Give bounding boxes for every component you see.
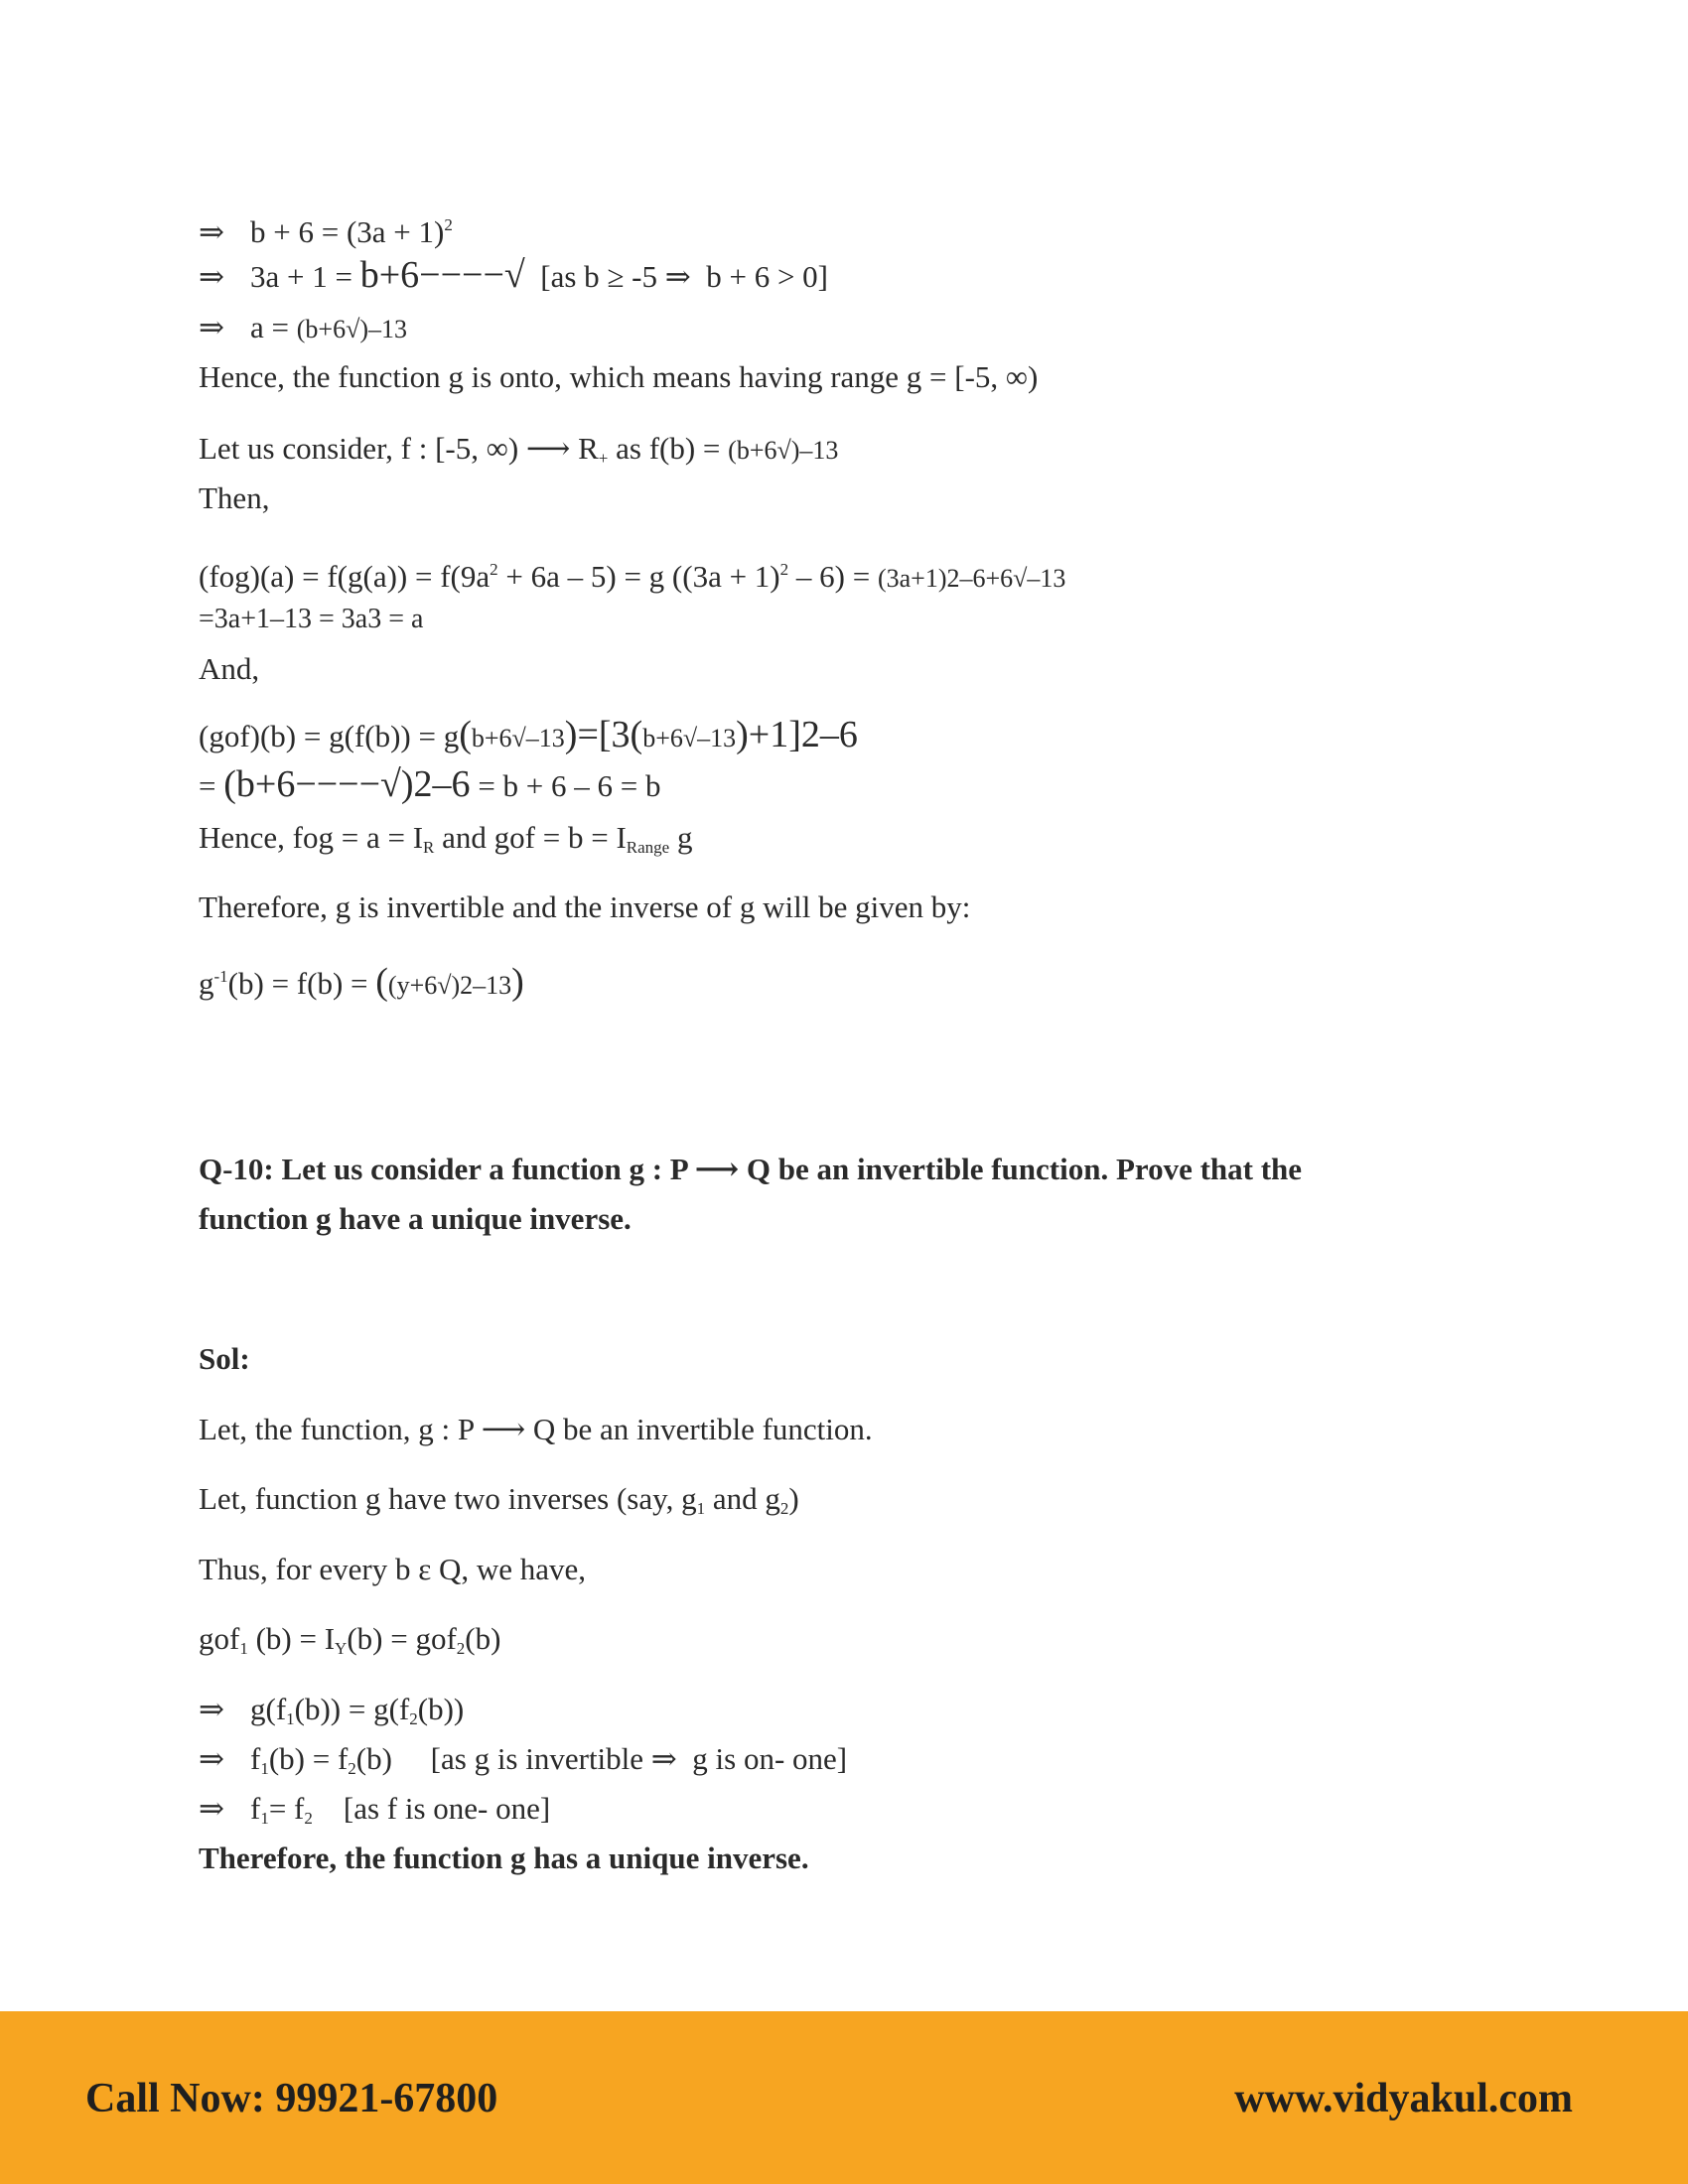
solution-line-7: ⇒ $f_1= f_2$ [as f is one- one] <box>199 1791 551 1828</box>
equation-fog-result: =3a+1–13 = 3a3 = a <box>199 604 424 634</box>
implies-arrow: ⇒ <box>199 310 224 344</box>
solution-conclusion: Therefore, the function g has a unique inverse. <box>199 1841 809 1875</box>
text-line-consider: Let us consider, f : [-5, ∞) ⟶ $R_+$ as f(b) = (b+6√)–13 <box>199 431 839 468</box>
solution-line-2: Let, function g have two inverses (say, $g_1$ and $g_2$) <box>199 1481 799 1518</box>
equation-gof: (gof)(b) = g(f(b)) = g(b+6√–13)=[3(b+6√–13)+1]2–6 <box>199 714 858 755</box>
equation-gof-result: = (b+6−−−−√)2–6 = b + 6 – 6 = b <box>199 763 661 805</box>
footer-banner <box>0 2011 1688 2184</box>
implies-arrow: ⇒ <box>199 214 224 249</box>
equation-inverse: $g^{-1}(b) = f(b) = ((y+6√)2-13)$ <box>199 961 524 1003</box>
solution-line-3: Thus, for every b ε Q, we have, <box>199 1552 587 1586</box>
equation-line-1: ⇒ $b + 6 = (3a + 1)^2$ <box>199 205 453 252</box>
equation-line-2: ⇒ 3a + 1 = b+6−−−−√ [as b ≥ -5 ⇒ b + 6 > 0] <box>199 254 828 296</box>
text-line-onto: Hence, the function g is onto, which means having range g = [-5, ∞) <box>199 359 1039 394</box>
solution-line-6: ⇒ $f_1(b) = f_2(b)$ [as g is invertible ⇒ g is on- one] <box>199 1741 848 1778</box>
solution-heading: Sol: <box>199 1341 250 1376</box>
implies-arrow: ⇒ <box>199 1692 224 1726</box>
call-now-text[interactable]: Call Now: 99921-67800 <box>85 2076 498 2121</box>
question-line-1: Q-10: Let us consider a function g : P ⟶ Q be an invertible function. Prove that the <box>199 1152 1303 1186</box>
equation-line-3: ⇒ a = (b+6√)–13 <box>199 308 407 349</box>
solution-line-4: gof$_1$ $(b) = I_Y(b) = gof_2(b)$ <box>199 1621 501 1658</box>
solution-line-5: ⇒ $g(f_1(b)) = g(f_2(b))$ <box>199 1692 465 1728</box>
text-line-then: Then, <box>199 480 270 515</box>
equation-fog: $(fog)(a) = f(g(a)) = f(9a^2 + 6a - 5) = g$ $((3a + 1)^2 - 6) = (3a+1)2-6+6√-13$ <box>199 559 1066 594</box>
implies-arrow: ⇒ <box>199 1741 224 1776</box>
question-line-2: function g have a unique inverse. <box>199 1201 632 1236</box>
text-line-invertible: Therefore, g is invertible and the inverse of g will be given by: <box>199 889 971 924</box>
text-line-and: And, <box>199 651 260 686</box>
website-link[interactable]: www.vidyakul.com <box>1234 2076 1573 2121</box>
implies-arrow: ⇒ <box>199 1791 224 1826</box>
solution-line-1: Let, the function, g : P ⟶ Q be an invertible function. <box>199 1412 873 1446</box>
implies-arrow: ⇒ <box>199 259 224 294</box>
text-line-identity: Hence, fog = $a = I_R$ and gof = $b = I_{Range}$ g <box>199 820 693 857</box>
